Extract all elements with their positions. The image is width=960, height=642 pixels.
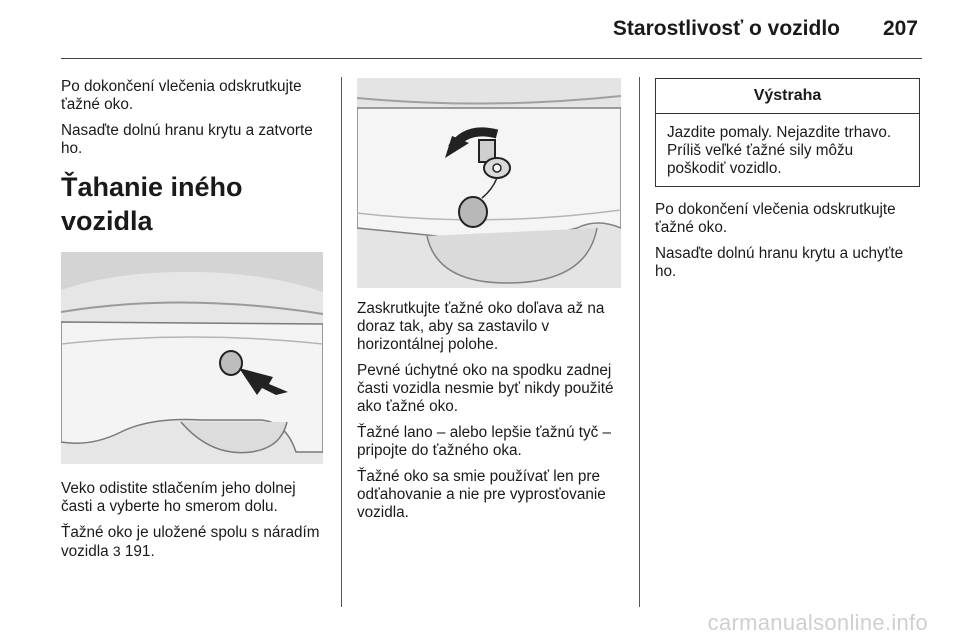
warning-title: Výstraha — [656, 79, 919, 114]
paragraph-attach-rope: Ťažné lano – alebo lepšie ťažnú tyč – pripojte do ťažného oka. — [357, 424, 612, 459]
section-heading: Ťahanie iného vozidla — [61, 172, 243, 236]
column-divider-2 — [639, 77, 640, 607]
paragraph-screw-eye: Zaskrutkujte ťažné oko doľava až na doraz tak, aby sa zastavilo v horizontálnej polohe. — [357, 300, 605, 353]
ref-page: 191. — [124, 543, 155, 560]
warning-box — [655, 78, 920, 187]
column-divider-1 — [341, 77, 342, 607]
paragraph-remove-cover: Veko odistite stlačením jeho dolnej časti a vyberte ho smerom dolu. — [61, 480, 296, 515]
ref-arrow-icon: 3 — [112, 543, 121, 559]
paragraph-fixed-eye-warning: Pevné úchytné oko na spodku zadnej časti vozidla nesmie byť nikdy použité ako ťažné oko. — [357, 362, 614, 415]
section-title: Starostlivosť o vozidlo — [612, 17, 840, 40]
towing-eye-illustration — [357, 78, 621, 288]
page-number: 207 — [882, 17, 918, 40]
eye-location-text: Ťažné oko je uložené spolu s náradím vozidla — [61, 524, 320, 560]
paragraph-eye-location — [61, 524, 329, 561]
column-2 — [357, 78, 624, 530]
paragraph-unscrew-eye: Po dokončení vlečenia odskrutkujte ťažné oko. — [61, 78, 302, 113]
paragraph-attach-cover-2: Nasaďte dolnú hranu krytu a uchyťte ho. — [655, 245, 904, 280]
figure-towing-eye — [357, 78, 621, 288]
column-1 — [61, 78, 329, 569]
paragraph-unscrew-eye-2: Po dokončení vlečenia odskrutkujte ťažné oko. — [655, 201, 896, 236]
column-3 — [655, 78, 920, 289]
footer-watermark: carmanualsonline.info — [707, 610, 928, 635]
bumper-cover-illustration — [61, 252, 323, 464]
figure-rear-bumper-cover — [61, 252, 323, 464]
header-rule — [61, 58, 922, 59]
warning-text: Jazdite pomaly. Nejazdite trhavo. Príliš veľké ťažné sily môžu poškodiť vozidlo. — [667, 124, 892, 177]
paragraph-attach-cover: Nasaďte dolnú hranu krytu a zatvorte ho. — [61, 122, 313, 157]
paragraph-eye-usage: Ťažné oko sa smie používať len pre odťahovanie a nie pre vyprosťovanie vozidla. — [357, 468, 606, 521]
